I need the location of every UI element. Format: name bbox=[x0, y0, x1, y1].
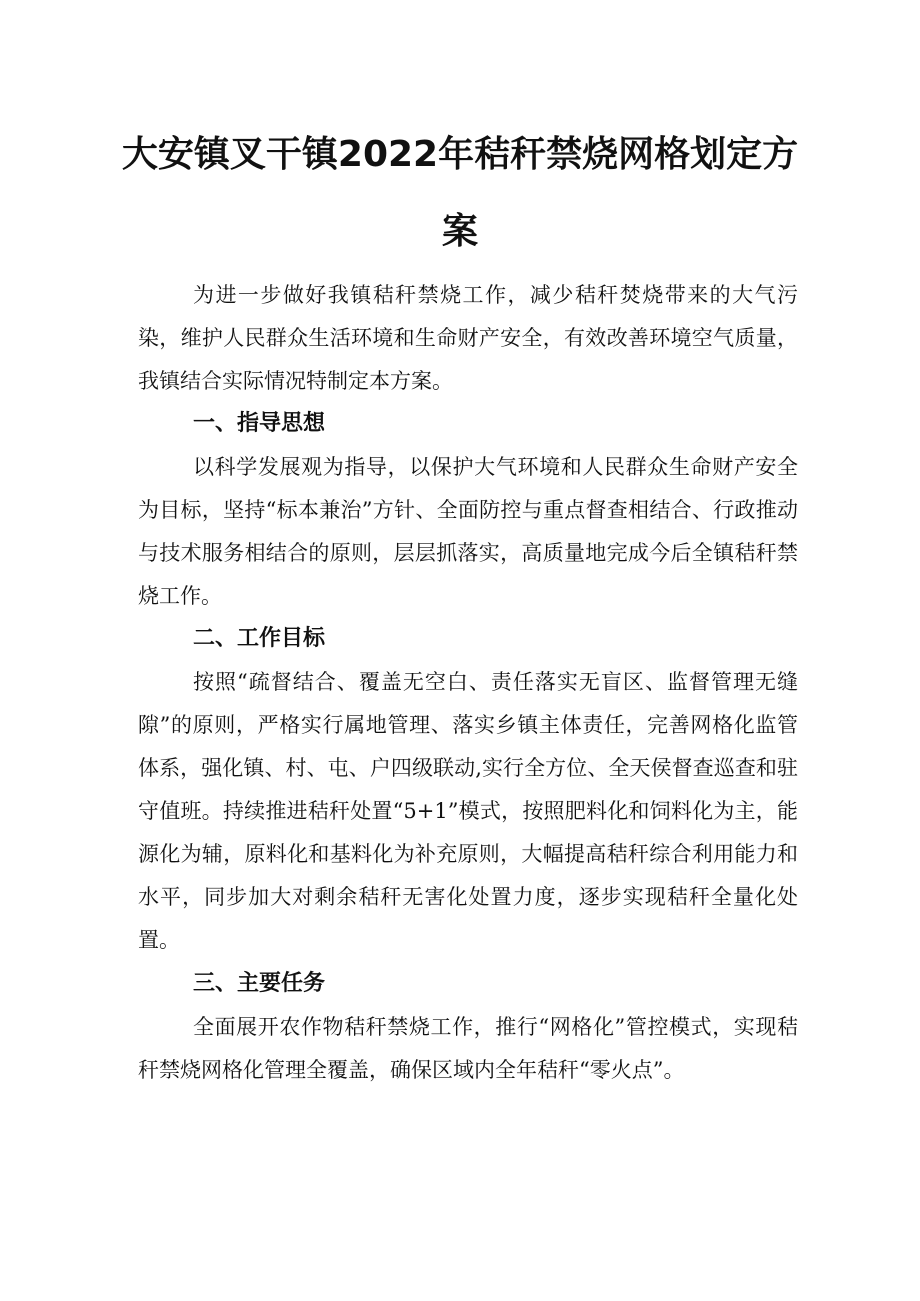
document-title-line1: 大安镇叉干镇2022年秸秆禁烧网格划定方 bbox=[121, 134, 799, 175]
section-heading-main-tasks: 三、主要任务 bbox=[193, 971, 326, 996]
section-body-work-goals: 按照“疏督结合、覆盖无空白、责任落实无盲区、监督管理无缝隙”的原则，严格实行属地管理、落实乡镇主体责任，完善网格化监管体系，强化镇、村、屯、户四级联动,实行全方位、全天侯督查巡查和驻守值班。持续推进秸秆处置“5+1”模式，按照肥料化和饲料化为主，能源化为辅，原料化和基料化为补充原则，大幅提高秸秆综合利用能力和水平，同步加大对剩余秸秆无害化处置力度，逐步实现秸秆全量化处置。 bbox=[138, 670, 798, 952]
section-body-guiding-ideology: 以科学发展观为指导，以保护大气环境和人民群众生命财产安全为目标，坚持“标本兼治”方针、全面防控与重点督查相结合、行政推动与技术服务相结合的原则，层层抓落实，高质量地完成今后全镇秸秆禁烧工作。 bbox=[138, 455, 798, 608]
section-heading-guiding-ideology: 一、指导思想 bbox=[193, 411, 326, 436]
section-body-main-tasks: 全面展开农作物秸秆禁烧工作，推行“网格化”管控模式，实现秸秆禁烧网格化管理全覆盖，确保区域内全年秸秆“零火点”。 bbox=[138, 1015, 798, 1082]
document-title-line2: 案 bbox=[441, 211, 478, 252]
intro-paragraph: 为进一步做好我镇秸秆禁烧工作，减少秸秆焚烧带来的大气污染，维护人民群众生活环境和生命财产安全，有效改善环境空气质量，我镇结合实际情况特制定本方案。 bbox=[138, 283, 798, 393]
section-heading-work-goals: 二、工作目标 bbox=[193, 626, 326, 651]
